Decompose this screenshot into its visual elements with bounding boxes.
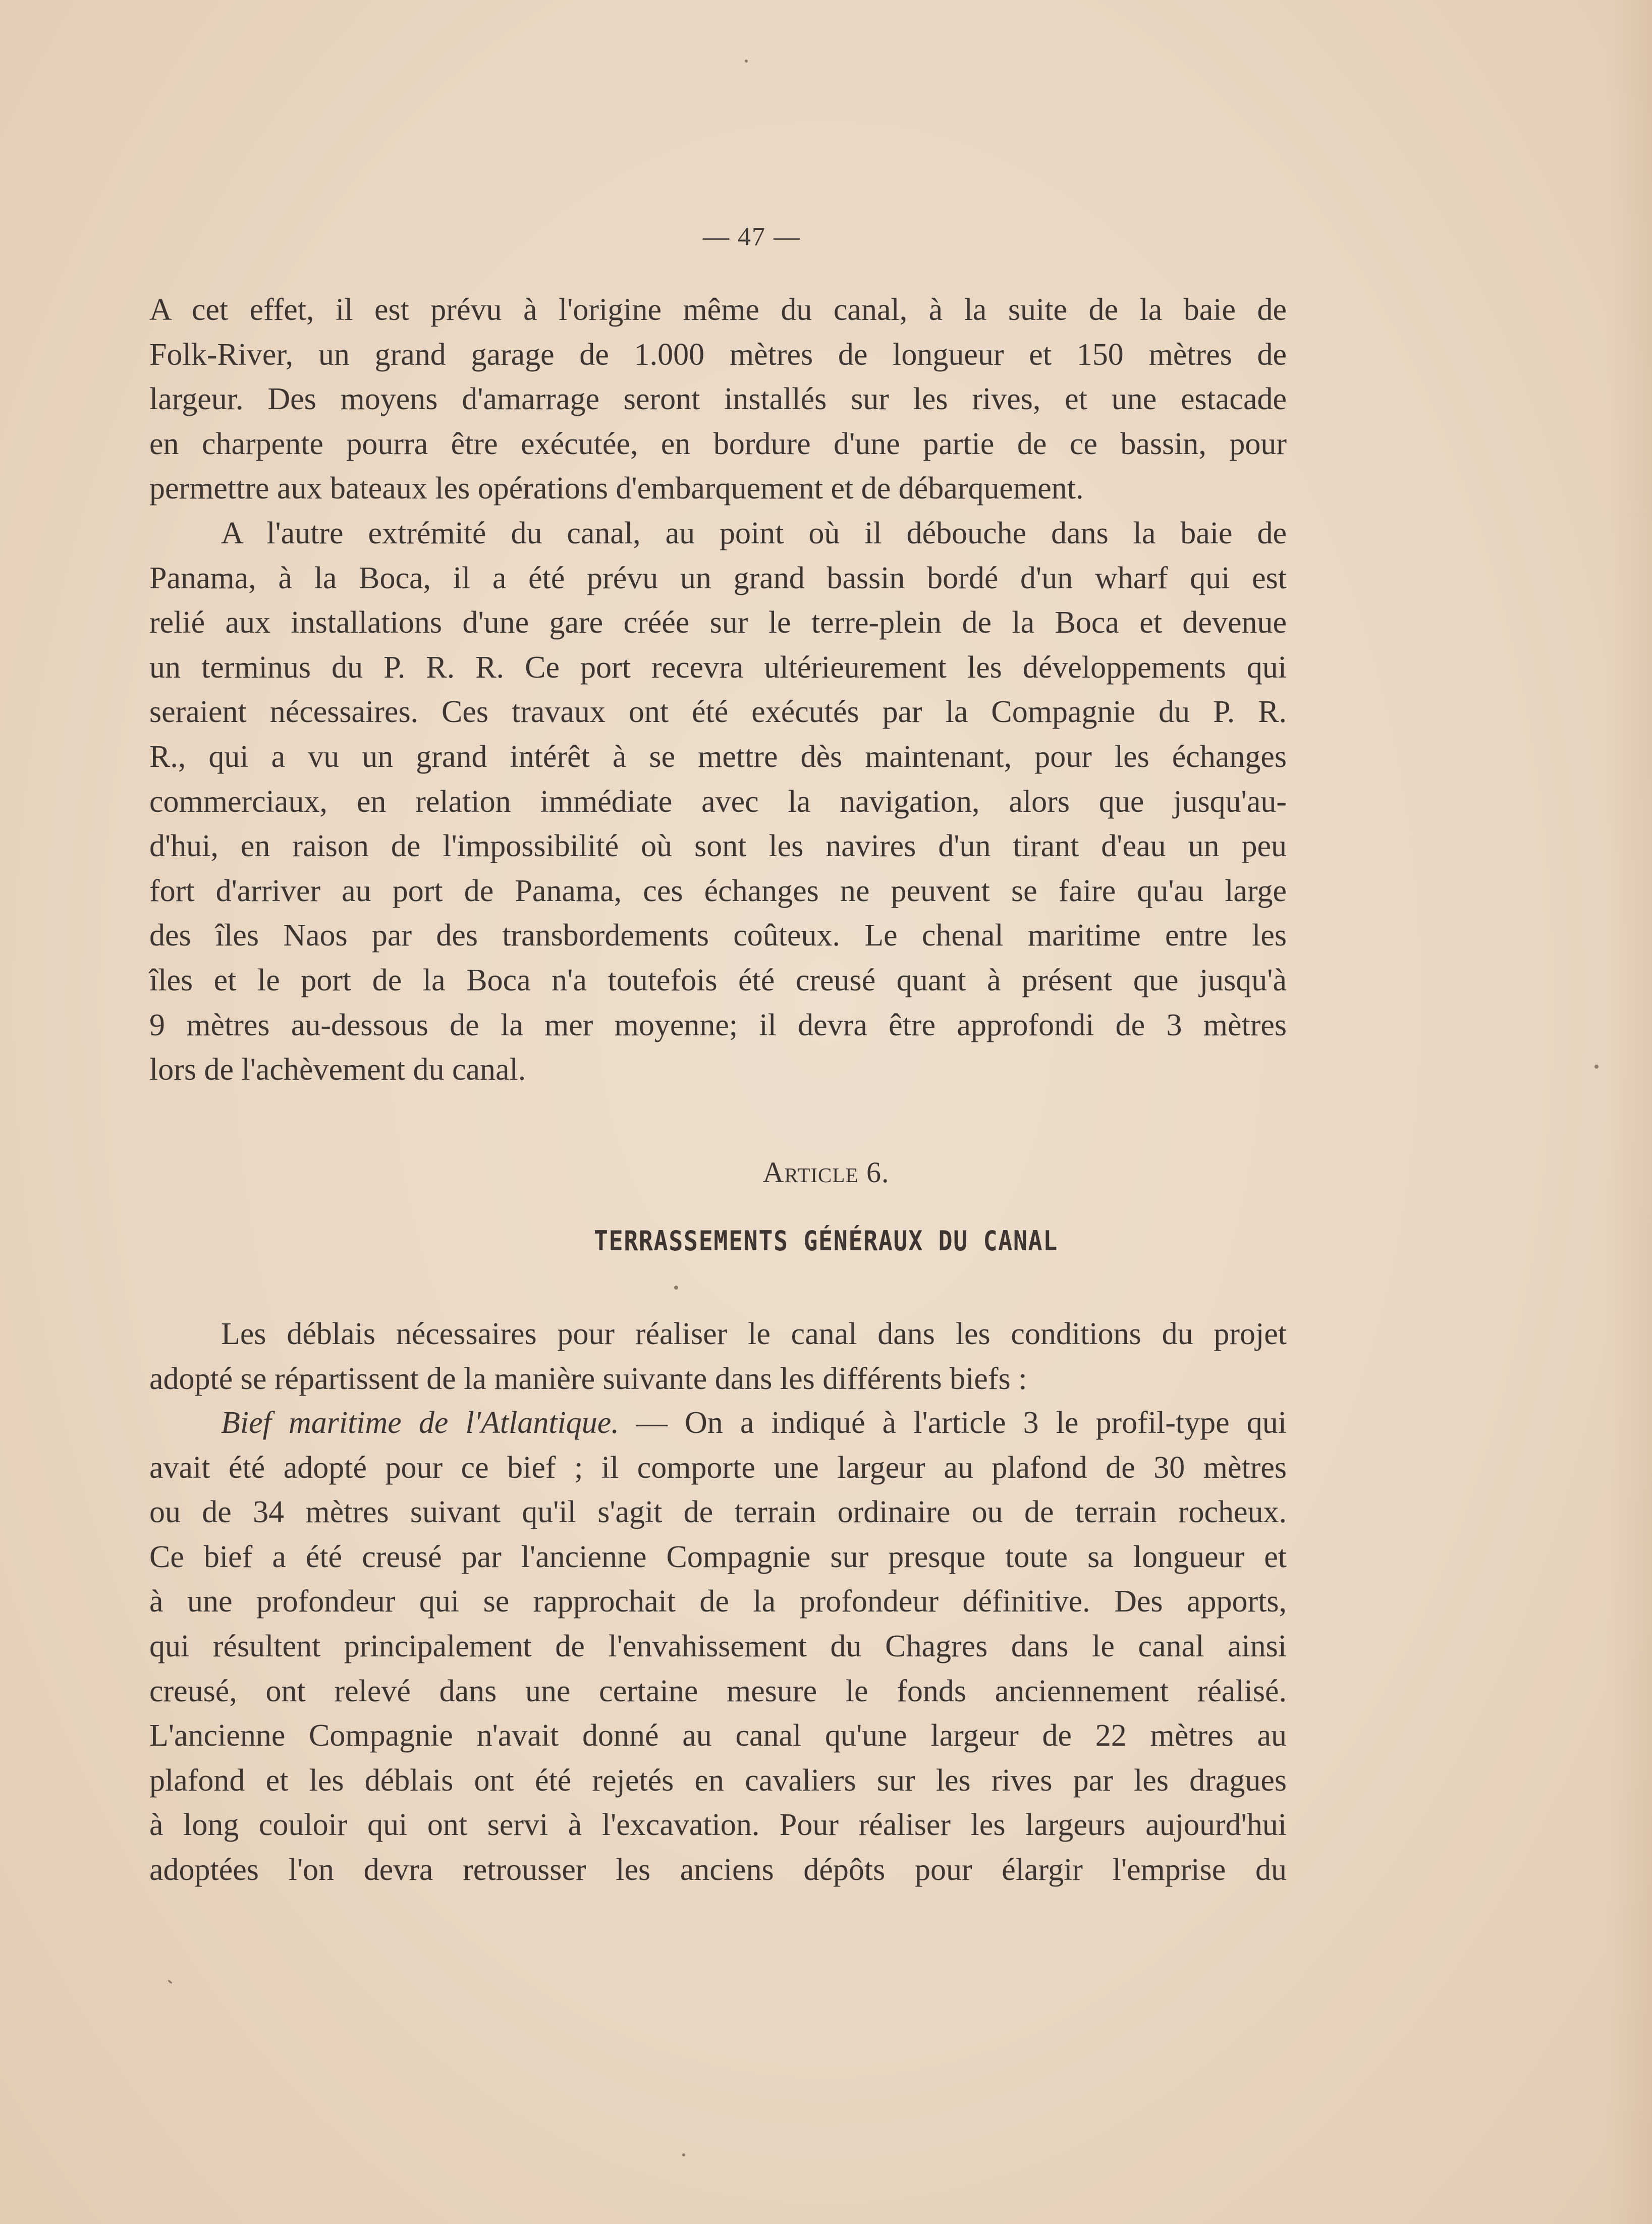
text-line-first [149, 1401, 1287, 1445]
article-heading [0, 1155, 1652, 1189]
text-line: Les déblais nécessaires pour réaliser le canal dans les conditions du projet [221, 1317, 1287, 1351]
text-line: adopté se répartissent de la manière suivante dans les différents biefs : [149, 1361, 1027, 1396]
paragraph-port-boca [149, 511, 1287, 1092]
paragraph-port-folk-river [149, 288, 1287, 511]
text-line: R., qui a vu un grand intérêt à se mettre dès maintenant, pour les échanges [149, 739, 1287, 774]
text-line: A cet effet, il est prévu à l'origine même du canal, à la suite de la baie de [149, 293, 1287, 327]
text-line: îles et le port de la Boca n'a toutefois été creusé quant à présent que jusqu'à [149, 963, 1287, 997]
page-edge-shading [1607, 0, 1652, 2224]
text-line: à long couloir qui ont servi à l'excavation. Pour réaliser les largeurs aujourd'hui [149, 1808, 1287, 1843]
paragraph-body [149, 288, 1287, 511]
text-line: ou de 34 mètres suivant qu'il s'agit de terrain ordinaire ou de terrain rocheux. [149, 1495, 1287, 1530]
text-line: largeur. Des moyens d'amarrage seront installés sur les rives, et une estacade [149, 382, 1287, 417]
paragraph-body [149, 1312, 1287, 1401]
text-line: creusé, ont relevé dans une certaine mesure le fonds anciennement réalisé. [149, 1674, 1287, 1708]
paragraph-body [149, 511, 1287, 1092]
text-line: plafond et les déblais ont été rejetés en cavaliers sur les rives par les dragues [149, 1763, 1287, 1798]
text-line: avait été adopté pour ce bief ; il comporte une largeur au plafond de 30 mètres [149, 1450, 1287, 1485]
paper-speck [745, 60, 748, 63]
section-title: TERRASSEMENTS GÉNÉRAUX DU CANAL [593, 1225, 1059, 1257]
text-line: relié aux installations d'une gare créée sur le terre-plein de la Boca et devenue [149, 605, 1287, 640]
bief-first-line-text: — On a indiqué à l'article 3 le profil-type qui [619, 1406, 1287, 1440]
text-line: L'ancienne Compagnie n'avait donné au canal qu'une largeur de 22 mètres au [149, 1718, 1287, 1753]
paragraph-bief-maritime [149, 1401, 1287, 1893]
text-line: A l'autre extrémité du canal, au point où il débouche dans la baie de [221, 516, 1287, 550]
text-line: d'hui, en raison de l'impossibilité où sont les navires d'un tirant d'eau un peu [149, 829, 1287, 864]
text-line: 9 mètres au-dessous de la mer moyenne; il devra être approfondi de 3 mètres [149, 1008, 1287, 1042]
text-line: Ce bief a été creusé par l'ancienne Compagnie sur presque toute sa longueur et [149, 1539, 1287, 1574]
article-label: Article [762, 1156, 859, 1189]
text-line: Folk-River, un grand garage de 1.000 mètres de longueur et 150 mètres de [149, 337, 1287, 372]
text-line: en charpente pourra être exécutée, en bordure d'une partie de ce bassin, pour [149, 426, 1287, 461]
paragraph-intro [149, 1312, 1287, 1401]
text-line: à une profondeur qui se rapprochait de la profondeur définitive. Des apports, [149, 1584, 1287, 1619]
text-line: adoptées l'on devra retrousser les anciens dépôts pour élargir l'emprise du [149, 1852, 1287, 1887]
paper-speck [674, 1286, 678, 1290]
paper-speck [1594, 1065, 1599, 1069]
bief-title: Bief maritime de l'Atlantique. [221, 1406, 619, 1440]
paper-speck [682, 2153, 685, 2156]
text-line: commerciaux, en relation immédiate avec la navigation, alors que jusqu'au- [149, 784, 1287, 819]
paragraph-body [149, 1401, 1287, 1893]
text-line: des îles Naos par des transbordements coûteux. Le chenal maritime entre les [149, 918, 1287, 953]
article-number: 6. [866, 1156, 890, 1189]
text-line: permettre aux bateaux les opérations d'embarquement et de débarquement. [149, 471, 1084, 506]
text-line: fort d'arriver au port de Panama, ces échanges ne peuvent se faire qu'au large [149, 873, 1287, 908]
text-line: un terminus du P. R. R. Ce port recevra ultérieurement les développements qui [149, 650, 1287, 685]
text-line: seraient nécessaires. Ces travaux ont été exécutés par la Compagnie du P. R. [149, 695, 1287, 730]
text-line: qui résultent principalement de l'envahissement du Chagres dans le canal ainsi [149, 1629, 1287, 1663]
text-line: Panama, à la Boca, il a été prévu un grand bassin bordé d'un wharf qui est [149, 561, 1287, 595]
page-number: — 47 — [703, 223, 801, 251]
text-line: lors de l'achèvement du canal. [149, 1052, 526, 1087]
